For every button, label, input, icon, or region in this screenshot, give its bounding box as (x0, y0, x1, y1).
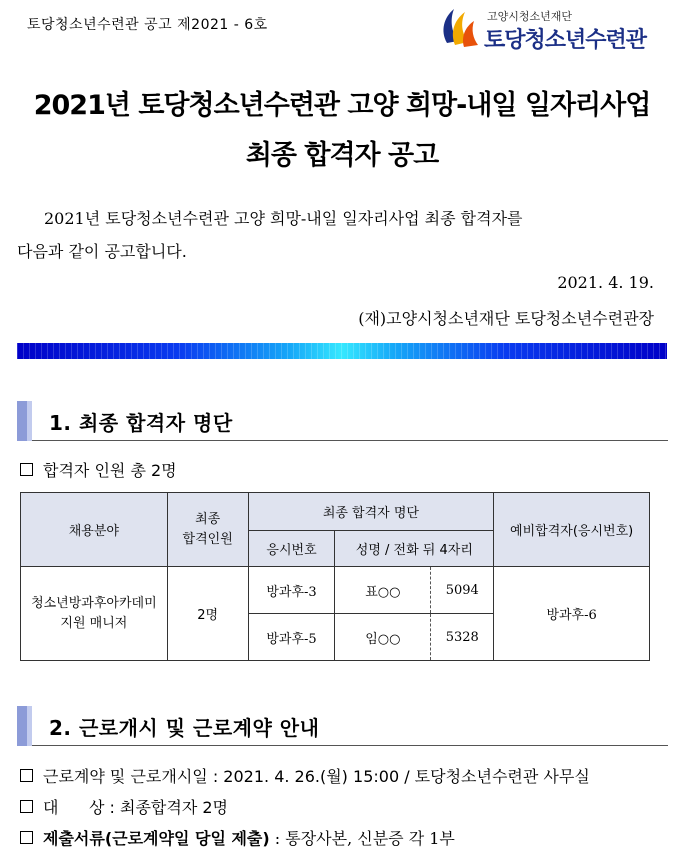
section1-bullet (20, 458, 177, 481)
section2-heading: 2. 근로개시 및 근로계약 안내 (49, 716, 320, 740)
col-header-reserve: 예비합격자(응시번호) (494, 493, 650, 567)
section1-heading: 1. 최종 합격자 명단 (49, 411, 233, 435)
subheader-exam-no: 응시번호 (248, 531, 335, 567)
section-bar-light (27, 706, 32, 746)
checkbox-square-icon (20, 463, 33, 476)
section-bar (17, 401, 27, 441)
logo-name: 토당청소년수련관 (484, 28, 647, 53)
page-title-line2: 최종 합격자 공고 (245, 140, 439, 171)
cell-phone: 5094 (431, 567, 494, 614)
cell-name: 표○○ (335, 567, 431, 614)
col-header-count: 최종 합격인원 (167, 493, 248, 567)
announcement-date: 2021. 4. 19. (557, 273, 654, 292)
item-label: 근로계약 및 근로개시일 (43, 767, 208, 786)
cell-exam-no: 방과후-3 (248, 567, 335, 614)
item-value: : 통장사본, 신분증 각 1부 (269, 829, 455, 848)
cell-phone: 5328 (431, 614, 494, 661)
section-underline (32, 440, 668, 441)
checkbox-square-icon (20, 800, 33, 813)
checkbox-square-icon (20, 769, 33, 782)
section2-header (17, 706, 668, 746)
work-start-item (20, 764, 590, 787)
passers-table (20, 492, 650, 661)
section-bar (17, 706, 27, 746)
cell-field: 청소년방과후아카데미 지원 매니저 (21, 567, 168, 661)
intro-line2: 다음과 같이 공고합니다. (17, 242, 187, 261)
page-title-line1: 2021년 토당청소년수련관 고양 희망-내일 일자리사업 (33, 90, 651, 121)
cell-exam-no: 방과후-5 (248, 614, 335, 661)
section1-header (17, 401, 668, 441)
section-bar-light (27, 401, 32, 441)
organization-logo (438, 5, 668, 53)
flame-logo-icon (438, 5, 484, 51)
target-item (20, 795, 228, 818)
decorative-gradient-bar (17, 343, 667, 359)
intro-line1: 2021년 토당청소년수련관 고양 희망-내일 일자리사업 최종 합격자를 (44, 209, 523, 228)
document-number: 토당청소년수련관 공고 제2021 - 6호 (27, 17, 268, 33)
item-label: 대 상 (43, 798, 105, 817)
passer-count-text: 합격자 인원 총 2명 (43, 461, 177, 480)
cell-name: 임○○ (335, 614, 431, 661)
col-header-field: 채용분야 (21, 493, 168, 567)
item-value: : 최종합격자 2명 (104, 798, 229, 817)
item-value: : 2021. 4. 26.(월) 15:00 / 토당청소년수련관 사무실 (207, 767, 590, 786)
subheader-name-phone: 성명 / 전화 뒤 4자리 (335, 531, 494, 567)
checkbox-square-icon (20, 831, 33, 844)
issuer: (재)고양시청소년재단 토당청소년수련관장 (358, 309, 654, 328)
section-underline (32, 745, 668, 746)
documents-item (20, 826, 455, 849)
cell-count: 2명 (167, 567, 248, 661)
cell-reserve: 방과후-6 (494, 567, 650, 661)
col-header-list: 최종 합격자 명단 (248, 493, 494, 531)
logo-subtitle: 고양시청소년재단 (487, 10, 573, 23)
item-label: 제출서류(근로계약일 당일 제출) (43, 829, 270, 848)
